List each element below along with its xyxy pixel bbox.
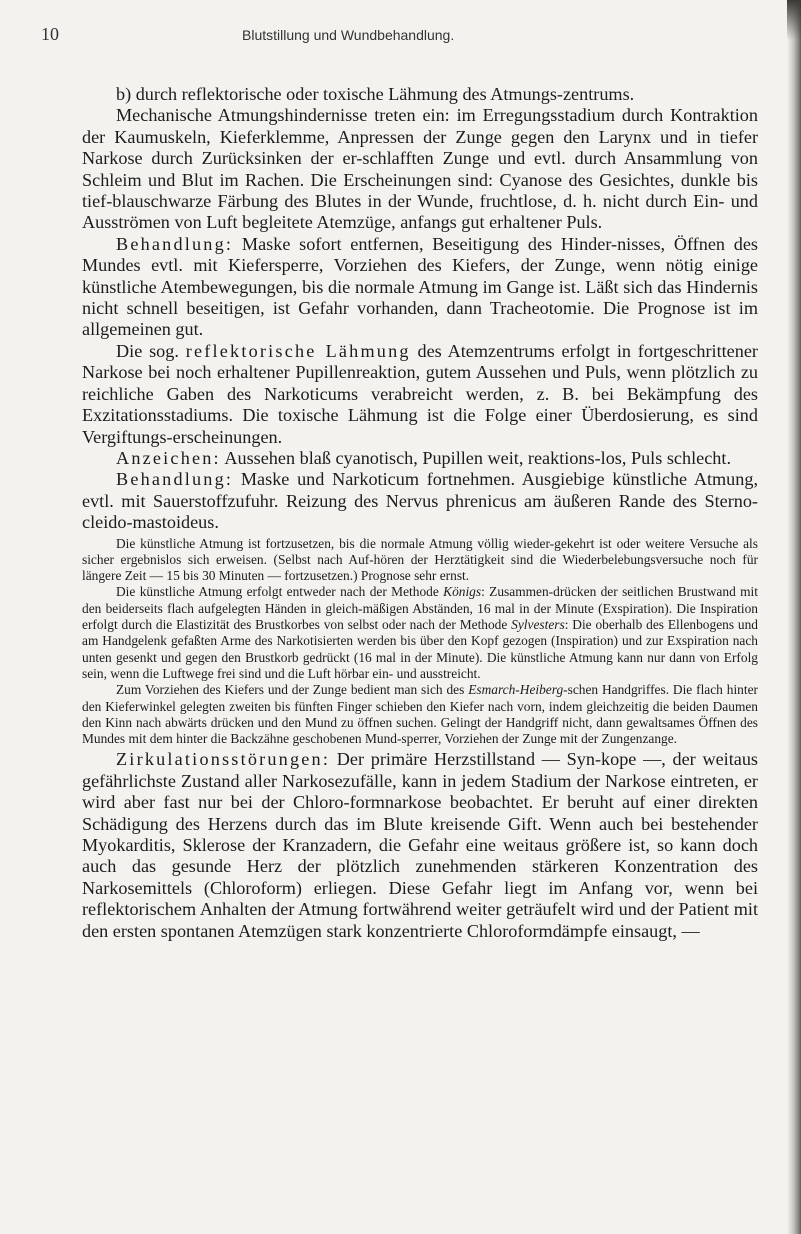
paragraph-atmungszentrum: b) durch reflektorische oder toxische Lähmung des Atmungs-zentrums. [116, 84, 635, 104]
name-sylvester: Sylvesters [511, 617, 565, 633]
paragraph-text: Der primäre Herzstillstand — Syn-kope —, der weitaus gefährlichste Zustand aller Narkosezufälle, kann in jedem Stadium der Narkose eintreten, er wird aber fast nur bei der Chloro-formnarkose beobachtet. Er beruht auf einer direkten Schädigung des Herzens durch das im Blute kreisende Gift. Wenn auch bei bestehender Myokarditis, Sklerose der Kranzadern, die Gefahr eine weitaus größere ist, so kann doch auch das gesunde Herz der plötzlich zunehmenden stärkeren Konzentration des Narkosemittels (Chloroform) erliegen. Diese Gefahr liegt im Anfang vor, wenn bei reflektorischem Anhalten der Atmung fortwährend weiter geträufelt wird und der Patient mit den ersten spontanen Atemzügen stark konzentrierte Chloroformdämpfe einsaugt, — [82, 749, 758, 941]
name-koenig: Königs [443, 584, 482, 600]
note-text: schen Handgriffes. Die flach hinter den Kieferwinkel gelegten zweiten bis fünften Finger schieben den Kiefer nach vorn, indem gleichzeitig die beiden Daumen den Kinn nach abwärts drücken und den Mund zu öffnen suchen. Gelingt der Handgriff nicht, dann gewaltsames Öffnen des Mundes mit dem hinter die Backzähne geschobenen Mund-sperrer, Vorziehen der Zunge mit der Zungenzange. [82, 682, 758, 747]
note-text: : Zusammen-drücken der seitlichen Brustwand mit den beiderseits flach aufgelegten Händen in gleich-mäßigen Abständen, 16 mal in der Minute (Exspiration). Die Inspiration erfolgt durch die Elastizität des Brustkorbes von selbst oder nach der Methode [82, 584, 758, 633]
note-esmarch-heiberg [82, 682, 758, 747]
note-text: : Die oberhalb des Ellenbogens und am Handgelenk gefaßten Arme des Narkotisierten werden bis über den Kopf gezogen (Inspiration) und zur Exspiration nach unten gesenkt und gegen den Brustkorb gedrückt (16 mal in der Minute). Die künstliche Atmung kann nur dann von Erfolg sein, wenn die Luftwege frei sind und die Luft hörbar ein- und ausstreicht. [82, 617, 758, 681]
term-zirkulationsstoerungen: Zirkulationsstörungen: [116, 749, 331, 770]
scan-page-edge [787, 0, 801, 1234]
term-behandlung: Behandlung: [116, 233, 234, 254]
page-body [82, 84, 758, 942]
paragraph-reflektorische-laehmung [82, 341, 758, 448]
paragraph-behandlung-1 [82, 234, 758, 341]
running-head: Blutstillung und Wundbehandlung. [242, 27, 455, 43]
term-reflektorische-laehmung: reflektorische Lähmung [185, 340, 411, 361]
paragraph-text: Maske und Narkoticum fortnehmen. Ausgiebige künstliche Atmung, evtl. mit Sauerstoffzufuhr. Reizung des Nervus phrenicus am äußeren Rande des Sterno-cleido-mastoideus. [82, 469, 758, 533]
paragraph-anzeichen [82, 448, 758, 469]
paragraph-behandlung-2 [82, 469, 758, 533]
term-anzeichen: Anzeichen: [116, 447, 221, 468]
note-kuenstliche-atmung: Die künstliche Atmung ist fortzusetzen, bis die normale Atmung völlig wieder-gekehrt ist oder weitere Versuche als sicher ergebnislos sich erweisen. (Selbst nach Auf-hören der Herztätigkeit sind die Wiederbelebungsversuche noch für längere Zeit — 15 bis 30 Minuten — fortzusetzen.) Prognose sehr ernst. [82, 535, 758, 584]
note-text: Zum Vorziehen des Kiefers und der Zunge bedient man sich des [116, 682, 469, 698]
paragraph-text: Die sog. [116, 340, 186, 361]
paragraph-mechanische-hindernisse: Mechanische Atmungshindernisse treten ein: im Erregungsstadium durch Kontraktion der Kaumuskeln, Kieferklemme, Anpressen der Zunge gegen den Larynx und in tiefer Narkose durch Zurücksinken der er-schlafften Zunge und evtl. durch Ansammlung von Schleim und Blut im Rachen. Die Erscheinungen sind: Cyanose des Gesichtes, dunkle bis tief-blauschwarze Färbung des Blutes in der Wunde, fruchtlose, d. h. nicht durch Ein- und Ausströmen von Luft begleitete Atemzüge, anfangs gut erhaltener Puls. [82, 105, 758, 233]
page-number: 10 [41, 24, 59, 44]
paragraph-text: Maske sofort entfernen, Beseitigung des Hinder-nisses, Öffnen des Mundes evtl. mit Kiefersperre, Vorziehen des Kiefers, der Zunge, wenn nötig einige künstliche Atembewegungen, bis die normale Atmung im Gange ist. Läßt sich das Hindernis nicht schnell beseitigen, ist Gefahr vorhanden, dann Tracheotomie. Die Prognose ist im allgemeinen gut. [82, 233, 758, 340]
note-text: Die künstliche Atmung erfolgt entweder nach der Methode [116, 584, 444, 600]
scan-page-edge-shadow [787, 0, 801, 40]
paragraph-text: Aussehen blaß cyanotisch, Pupillen weit, reaktions-los, Puls schlecht. [220, 447, 731, 468]
paragraph-text: des Atemzentrums erfolgt in fortgeschrittener Narkose bei noch erhaltener Pupillenreaktion, gutem Aussehen und Puls, wenn plötzlich zu reichliche Gaben des Narkoticums verabreicht werden, z. B. bei Bekämpfung des Exzitationsstadiums. Die toxische Lähmung ist die Folge einer Überdosierung, es sind Vergiftungs-erscheinungen. [82, 340, 758, 447]
term-behandlung: Behandlung: [116, 469, 234, 490]
name-esmarch-heiberg: Esmarch-Heiberg- [468, 682, 568, 698]
paragraph-zirkulationsstoerungen [82, 749, 758, 942]
note-methoden [82, 584, 758, 682]
